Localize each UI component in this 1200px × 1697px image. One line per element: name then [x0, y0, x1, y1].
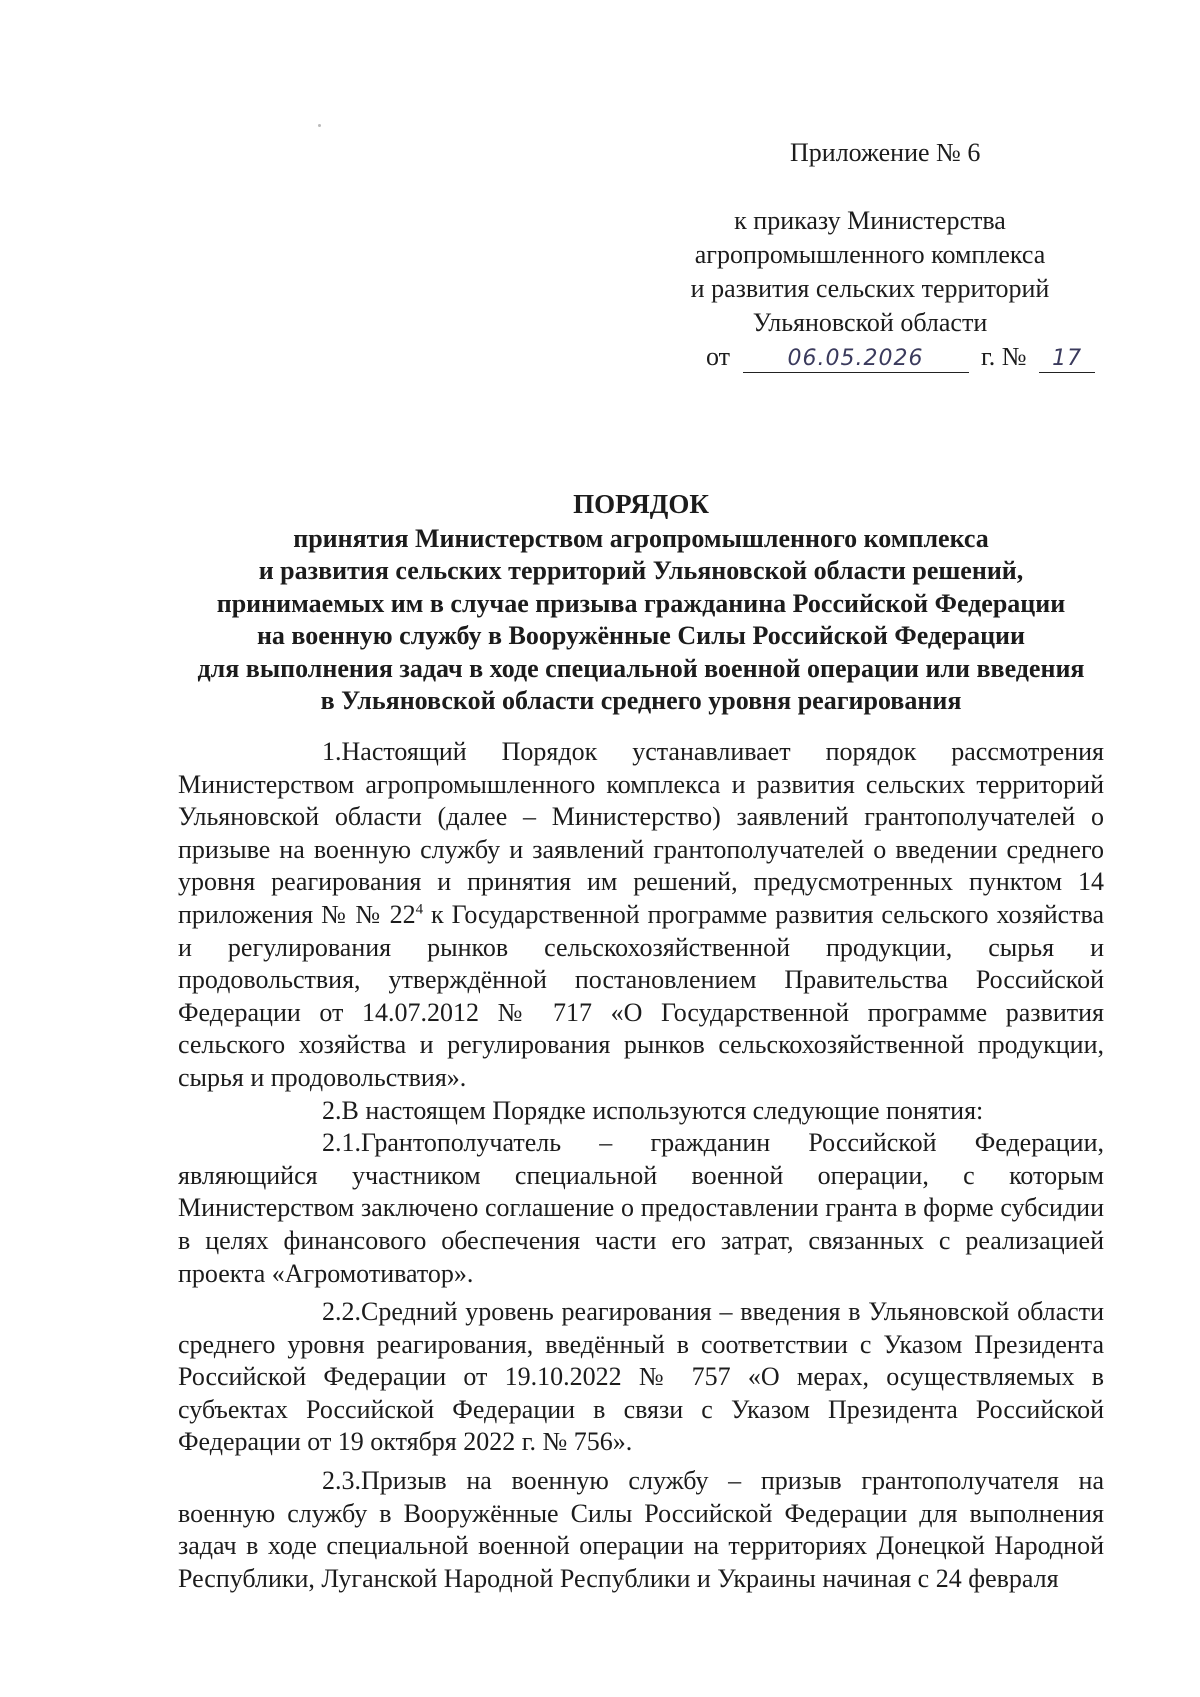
paragraph-text: Грантополучатель – гражданин Российской Федерации, являющийся участником специальной военной операции, с которым Министерством заключено соглашение о предоставлении гранта в форме субсидии в целях финансового обеспечения части его затрат, связанных с реализацией проекта «Агромотиватор». [178, 1128, 1104, 1288]
title-line: принимаемых им в случае призыва гражданина Российской Федерации [216, 588, 1066, 618]
order-number-handwritten: 17 [1039, 346, 1095, 373]
order-reference-line: Ульяновской области [752, 308, 988, 337]
paragraph-number: 2.2. [322, 1297, 361, 1327]
order-reference-line: агропромышленного комплекса [694, 240, 1046, 269]
order-date-number-line [706, 340, 1095, 374]
title-line: в Ульяновской области среднего уровня реагирования [320, 686, 962, 715]
scan-speck [318, 124, 321, 127]
annex-label: Приложение № 6 [790, 138, 981, 167]
paragraph-1 [178, 736, 1104, 1095]
title-line: на военную службу в Вооружённые Силы Российской Федерации [256, 621, 1026, 650]
paragraph-2-2 [178, 1296, 1104, 1459]
paragraph-number: 1. [322, 737, 342, 766]
paragraph-2-1 [178, 1127, 1104, 1290]
order-reference-line: к приказу Министерства [734, 206, 1006, 235]
title-line: принятия Министерством агропромышленного комплекса [293, 523, 989, 553]
document-title [176, 488, 1106, 718]
paragraph-text: Настоящий Порядок устанавливает порядок рассмотрения Министерством агропромышленного комплекса и развития сельских территорий Ульяновской области (далее – Министерство) заявлений грантополучателей о призыве на военную службу и заявлений грантополучателей о введении среднего уровня реагирования и принятия им решений, предусмотренных пунктом 14 приложения № № 22 [178, 737, 1104, 929]
paragraph-2-3 [178, 1465, 1104, 1595]
order-reference [640, 204, 1100, 340]
paragraph-text: к Государственной программе развития сельского хозяйства и регулирования рынков сельскохозяйственной продукции, сырья и продовольствия, утверждённой постановлением Правительства Российской Федерации от 14.07.2012 № 717 «О Государственной программе развития сельского хозяйства и регулирования рынков сельскохозяйственной продукции, сырья и продовольствия». [178, 899, 1104, 1092]
title-main: ПОРЯДОК [573, 489, 709, 519]
order-prefix: от [706, 342, 731, 371]
document-body [178, 736, 1104, 1595]
order-number-label: г. № [981, 342, 1027, 371]
paragraph-text: В настоящем Порядке используются следующие понятия: [341, 1095, 984, 1125]
order-date-handwritten: 06.05.2026 [743, 346, 969, 373]
paragraph-number: 2.1. [322, 1128, 361, 1158]
superscript: 4 [415, 901, 424, 918]
title-line: для выполнения задач в ходе специальной военной операции или введения [197, 653, 1085, 683]
paragraph-text: Призыв на военную службу – призыв грантополучателя на военную службу в Вооружённые Силы Российской Федерации для выполнения задач в ходе специальной военной операции на территориях Донецкой Народной Республики, Луганской Народной Республики и Украины начиная с 24 февраля [178, 1466, 1104, 1593]
title-line: и развития сельских территорий Ульяновской области решений, [258, 556, 1024, 585]
order-reference-line: и развития сельских территорий [690, 274, 1050, 303]
paragraph-text: Средний уровень реагирования – введения в Ульяновской области среднего уровня реагирования, введённый в соответствии с Указом Президента Российской Федерации от 19.10.2022 № 757 «О мерах, осуществляемых в субъектах Российской Федерации в связи с Указом Президента Российской Федерации от 19 октября 2022 г. № 756». [178, 1297, 1104, 1457]
paragraph-2 [178, 1095, 1104, 1128]
paragraph-number: 2.3. [322, 1466, 361, 1496]
paragraph-number: 2. [322, 1095, 342, 1125]
